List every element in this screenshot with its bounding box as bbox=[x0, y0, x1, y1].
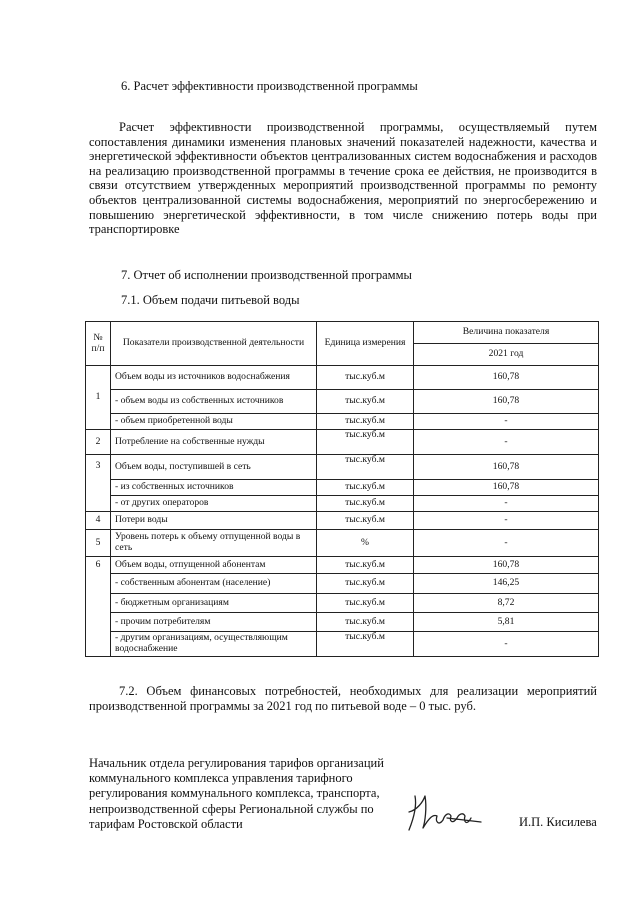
table-row bbox=[86, 574, 599, 594]
row-unit: тыс.куб.м bbox=[317, 480, 414, 496]
row-unit: тыс.куб.м bbox=[317, 455, 414, 480]
header-indicator: Показатели производственной деятельности bbox=[111, 322, 317, 366]
row-num: 5 bbox=[86, 530, 111, 557]
table-row bbox=[86, 366, 599, 390]
row-indicator: - бюджетным организациям bbox=[111, 594, 317, 613]
row-num: 6 bbox=[86, 557, 111, 657]
row-num: 3 bbox=[86, 455, 111, 512]
section-6-heading: 6. Расчет эффективности производственной программы bbox=[121, 79, 418, 93]
row-indicator: - из собственных источников bbox=[111, 480, 317, 496]
section-7-2-paragraph bbox=[89, 684, 597, 713]
row-value: 160,78 bbox=[414, 455, 599, 480]
water-supply-table bbox=[85, 321, 599, 657]
table-row bbox=[86, 430, 599, 455]
row-indicator: - объем воды из собственных источников bbox=[111, 390, 317, 414]
row-indicator: - другим организациям, осуществляющим водоснабжение bbox=[111, 632, 317, 657]
row-value: 146,25 bbox=[414, 574, 599, 594]
row-indicator: - собственным абонентам (население) bbox=[111, 574, 317, 594]
row-value: - bbox=[414, 496, 599, 512]
table-row bbox=[86, 530, 599, 557]
row-indicator: - от других операторов bbox=[111, 496, 317, 512]
table-row bbox=[86, 594, 599, 613]
table-row bbox=[86, 512, 599, 530]
signatory-name: И.П. Кисилева bbox=[519, 815, 597, 829]
row-value: 160,78 bbox=[414, 557, 599, 574]
row-indicator: - прочим потребителям bbox=[111, 613, 317, 632]
row-value: 5,81 bbox=[414, 613, 599, 632]
header-num: № п/п bbox=[86, 322, 111, 366]
row-num: 1 bbox=[86, 366, 111, 430]
row-value: - bbox=[414, 414, 599, 430]
row-unit: тыс.куб.м bbox=[317, 557, 414, 574]
row-value: 160,78 bbox=[414, 480, 599, 496]
row-num: 2 bbox=[86, 430, 111, 455]
handwritten-signature-icon bbox=[403, 788, 485, 836]
row-unit: тыс.куб.м bbox=[317, 366, 414, 390]
row-value: - bbox=[414, 530, 599, 557]
row-value: - bbox=[414, 632, 599, 657]
row-value: - bbox=[414, 512, 599, 530]
table-header-row bbox=[86, 322, 599, 344]
table-row bbox=[86, 632, 599, 657]
row-indicator: Объем воды, отпущенной абонентам bbox=[111, 557, 317, 574]
row-unit: тыс.куб.м bbox=[317, 512, 414, 530]
row-value: 160,78 bbox=[414, 366, 599, 390]
row-value: - bbox=[414, 430, 599, 455]
section-6-paragraph bbox=[89, 120, 597, 237]
header-value: Величина показателя bbox=[414, 322, 599, 344]
row-indicator: Уровень потерь к объему отпущенной воды в сеть bbox=[111, 530, 317, 557]
row-indicator: Объем воды, поступившей в сеть bbox=[111, 455, 317, 480]
row-unit: тыс.куб.м bbox=[317, 574, 414, 594]
row-unit: тыс.куб.м bbox=[317, 430, 414, 455]
row-indicator: Объем воды из источников водоснабжения bbox=[111, 366, 317, 390]
table-row bbox=[86, 414, 599, 430]
table-row bbox=[86, 613, 599, 632]
signatory-position: Начальник отдела регулирования тарифов организаций коммунального комплекса управления тарифного регулирования коммунального комплекса, транспорта, непроизводственной сферы Региональной службы по тарифам Ростовской области bbox=[89, 756, 384, 831]
row-unit: тыс.куб.м bbox=[317, 390, 414, 414]
section-7-2-text: 7.2. Объем финансовых потребностей, необходимых для реализации мероприятий производственной программы за 2021 год по питьевой воде – 0 тыс. руб. bbox=[89, 684, 597, 713]
table-row bbox=[86, 455, 599, 480]
row-value: 8,72 bbox=[414, 594, 599, 613]
header-unit: Единица измерения bbox=[317, 322, 414, 366]
section-6-paragraph-text: Расчет эффективности производственной программы, осуществляемый путем сопоставления динамики изменения плановых значений показателей надежности, качества и энергетической эффективности объектов централизованных систем водоснабжения и расходов на реализацию производственной программы в течение срока ее действия, не производится в связи отсутствием утвержденных мероприятий производственной программы по ремонту объектов централизованной системы водоснабжения, мероприятий по энергосбережению и повышению энергетической эффективности, в том числе снижению потерь воды при транспортировке bbox=[89, 120, 597, 237]
row-value: 160,78 bbox=[414, 390, 599, 414]
row-unit: % bbox=[317, 530, 414, 557]
table-row bbox=[86, 557, 599, 574]
table-row bbox=[86, 480, 599, 496]
row-indicator: Потребление на собственные нужды bbox=[111, 430, 317, 455]
row-unit: тыс.куб.м bbox=[317, 496, 414, 512]
row-indicator: - объем приобретенной воды bbox=[111, 414, 317, 430]
row-indicator: Потери воды bbox=[111, 512, 317, 530]
section-7-1-heading: 7.1. Объем подачи питьевой воды bbox=[121, 293, 300, 307]
header-year: 2021 год bbox=[414, 344, 599, 366]
table-row bbox=[86, 496, 599, 512]
row-unit: тыс.куб.м bbox=[317, 594, 414, 613]
table-row bbox=[86, 390, 599, 414]
row-unit: тыс.куб.м bbox=[317, 632, 414, 657]
row-unit: тыс.куб.м bbox=[317, 613, 414, 632]
row-unit: тыс.куб.м bbox=[317, 414, 414, 430]
section-7-heading: 7. Отчет об исполнении производственной программы bbox=[121, 268, 412, 282]
row-num: 4 bbox=[86, 512, 111, 530]
